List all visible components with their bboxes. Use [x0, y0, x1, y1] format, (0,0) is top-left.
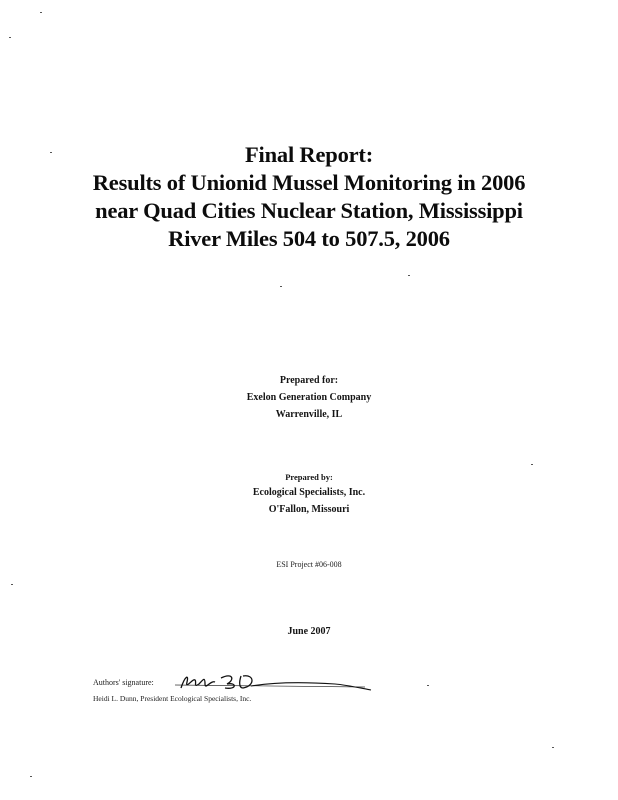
title-line-3: near Quad Cities Nuclear Station, Mississippi: [95, 198, 523, 223]
scan-speck: [408, 275, 410, 276]
signer-name: Heidi L. Dunn, President Ecological Specialists, Inc.: [93, 694, 252, 703]
scan-speck: [30, 776, 32, 777]
report-title: [0, 141, 618, 253]
scan-speck: [280, 286, 282, 287]
client-location: Warrenville, IL: [275, 409, 343, 420]
title-line-1: Final Report:: [244, 142, 373, 167]
scan-speck: [9, 37, 11, 38]
prepared-for-block: [0, 372, 618, 423]
consultant-location: O'Fallon, Missouri: [268, 504, 350, 515]
signature-label: Authors' signature:: [93, 678, 154, 687]
prepared-by-heading: Prepared by:: [285, 472, 333, 482]
scan-speck: [531, 464, 533, 465]
consultant-organization: Ecological Specialists, Inc.: [252, 487, 366, 498]
scan-speck: [427, 685, 429, 686]
signature-row: [93, 674, 393, 696]
client-organization: Exelon Generation Company: [246, 392, 372, 403]
scan-speck: [552, 747, 554, 748]
title-line-4: River Miles 504 to 507.5, 2006: [168, 226, 450, 251]
scan-speck: [11, 584, 13, 585]
project-number: ESI Project #06-008: [276, 560, 342, 569]
report-date: June 2007: [287, 626, 331, 637]
scan-speck: [40, 12, 42, 13]
title-line-2: Results of Unionid Mussel Monitoring in 2006: [92, 170, 526, 195]
handwritten-signature: [175, 670, 375, 696]
prepared-by-block: [0, 470, 618, 518]
prepared-for-heading: Prepared for:: [279, 375, 339, 386]
